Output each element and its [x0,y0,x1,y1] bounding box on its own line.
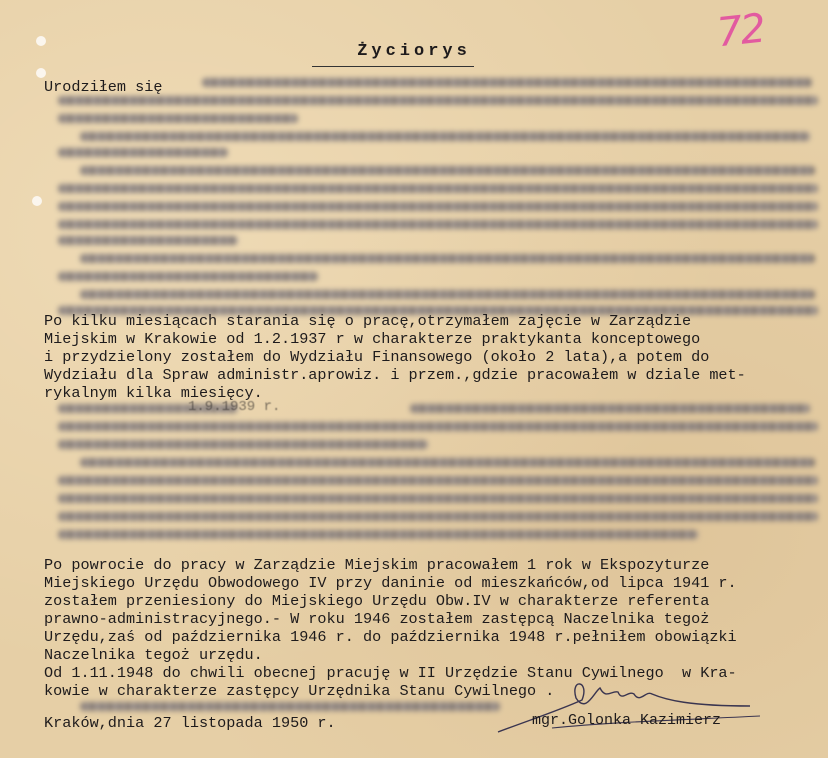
punch-hole [32,196,42,206]
body-line: Urzędu,zaś od października 1946 r. do października 1948 r.pełniłem obowiązki [44,628,737,646]
body-line: zostałem przeniesiony do Miejskiego Urzędu Obw.IV w charakterze referenta [44,592,710,610]
punch-hole [36,68,46,78]
handwritten-signature [490,670,770,740]
body-line: Wydziału dla Spraw administr.aprowiz. i przem.,gdzie pracowałem w dziale met- [44,366,746,384]
body-line: Od 1.11.1948 do chwili obecnej pracuję w II Urzędzie Stanu Cywilnego w Kra- [44,664,737,682]
body-line: i przydzielony zostałem do Wydziału Finansowego (około 2 lata),a potem do [44,348,710,366]
place-date: Kraków,dnia 27 listopada 1950 r. [44,714,336,732]
signature-name: mgr.Golonka Kazimierz [532,712,722,729]
body-line: Po powrocie do pracy w Zarządzie Miejskim pracowałem 1 rok w Ekspozyturze [44,556,710,574]
body-line: kowie w charakterze zastępcy Urzędnika Stanu Cywilnego . [44,682,555,700]
body-line: rykalnym kilka miesięcy. [44,384,263,402]
opening-text: Urodziłem się [44,78,163,96]
body-line: Miejskiego Urzędu Obwodowego IV przy daninie od mieszkańców,od lipca 1941 r. [44,574,737,592]
body-line: Po kilku miesiącach starania się o pracę,otrzymałem zajęcie w Zarządzie [44,312,692,330]
fragment-date: 1.9.1939 r. [188,399,281,415]
document-title: Życiorys [357,42,471,61]
body-line: Miejskim w Krakowie od 1.2.1937 r w charakterze praktykanta konceptowego [44,330,701,348]
body-line: prawno-administracyjnego.- W roku 1946 zostałem zastępcą Naczelnika tegoż [44,610,710,628]
body-line: Naczelnika tegoż urzędu. [44,646,263,664]
title-underline [312,66,474,67]
page-number: 72 [714,5,767,57]
